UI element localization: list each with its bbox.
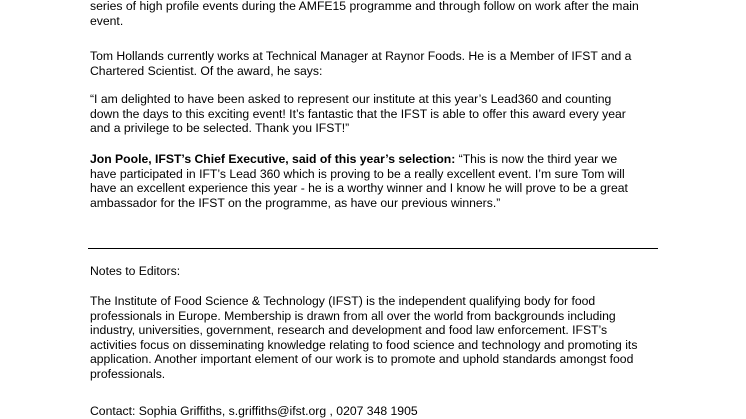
paragraph-line: down the days to this exciting event! It’s fantastic that the IFST is able to offer this award every year: [90, 106, 626, 121]
notes-heading: Notes to Editors:: [90, 264, 181, 278]
paragraph-line: have an excellent experience this year - he is a worthy winner and I know he will prove to be a great: [90, 181, 628, 195]
paragraph-line: professionals in Europe. Membership is drawn from all over the world from backgrounds including: [90, 308, 616, 323]
notes-paragraph: [90, 294, 670, 381]
paragraph-line: event.: [90, 13, 124, 28]
ceo-statement-paragraph: [90, 152, 670, 210]
paragraph-line: activities focus on disseminating knowledge relating to food science and technology and promoting its: [90, 337, 638, 352]
quote-paragraph: [90, 92, 670, 136]
section-divider: [88, 248, 658, 249]
paragraph-line: have participated in IFT’s Lead 360 which is proving to be a really excellent event. I’m sure Tom will: [90, 166, 625, 181]
paragraph-line: Chartered Scientist. Of the award, he says:: [90, 63, 323, 78]
profile-paragraph: [90, 49, 670, 78]
paragraph-line: industry, universities, government, research and development and food law enforcement. IFST’s: [90, 323, 608, 337]
ceo-speaker: Jon Poole, IFST’s Chief Executive, said of this year’s selection:: [90, 152, 456, 166]
paragraph-line: application. Another important element of our work is to promote and uphold standards amongst food: [90, 352, 634, 366]
paragraph-line: Tom Hollands currently works at Technical Manager at Raynor Foods. He is a Member of IFST and a: [90, 49, 632, 63]
paragraph-line: [90, 152, 670, 167]
paragraph-line: ambassador for the IFST on the programme, as have our previous winners.”: [90, 195, 501, 210]
paragraph-line: series of high profile events during the AMFE15 programme and through follow on work after the main: [90, 0, 639, 13]
paragraph-line: professionals.: [90, 366, 166, 381]
contact-line: Contact: Sophia Griffiths, s.griffiths@ifst.org , 0207 348 1905: [90, 404, 418, 418]
paragraph-line: The Institute of Food Science & Technology (IFST) is the independent qualifying body for food: [90, 294, 596, 308]
paragraph-line: “I am delighted to have been asked to represent our institute at this year’s Lead360 and counting: [90, 92, 612, 106]
intro-tail-paragraph: [90, 0, 670, 28]
paragraph-line: and a privilege to be selected. Thank you IFST!”: [90, 121, 350, 135]
ceo-quote-start: “This is now the third year we: [455, 152, 618, 166]
